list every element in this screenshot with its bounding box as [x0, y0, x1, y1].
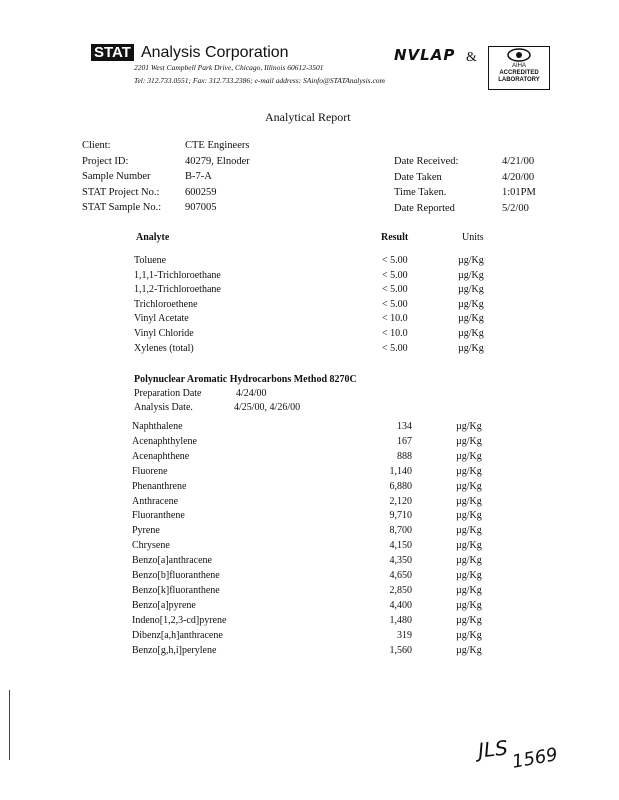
result-value: 4,650: [389, 570, 412, 581]
analyte-name: Naphthalene: [132, 421, 183, 432]
info-label: Client:: [82, 140, 111, 151]
result-value: 1,480: [389, 614, 412, 626]
units-value: µg/Kg: [456, 421, 482, 432]
info-value: CTE Engineers: [185, 140, 250, 151]
analyte-name: Vinyl Acetate: [134, 313, 189, 325]
result-value: < 10.0: [382, 313, 408, 325]
units-value: µg/Kg: [456, 525, 482, 537]
units-value: µg/Kg: [458, 255, 484, 266]
result-header: Result: [381, 232, 409, 243]
analyte-name: Benzo[b]fluoranthene: [132, 570, 220, 581]
analyte-name: 1,1,2-Trichloroethane: [134, 284, 221, 296]
letterhead: [91, 44, 289, 62]
result-value: 888: [397, 450, 412, 462]
analyte-name: Anthracene: [132, 495, 179, 507]
analyte-name: Benzo[a]anthracene: [132, 555, 212, 567]
units-value: µg/Kg: [456, 644, 482, 656]
stat-logo: STAT: [91, 44, 134, 61]
units-value: µg/Kg: [456, 614, 482, 626]
result-value: 4,150: [389, 540, 412, 552]
info-value: 40279, Elnoder: [185, 155, 250, 167]
result-value: 134: [397, 421, 412, 432]
result-value: < 5.00: [382, 255, 408, 266]
info-value: 5/2/00: [502, 202, 529, 214]
units-value: µg/Kg: [458, 342, 484, 354]
analyte-name: Indeno[1,2,3-cd]pyrene: [132, 614, 227, 626]
info-label: Sample Number: [82, 171, 151, 182]
result-value: 4,400: [389, 599, 412, 611]
info-label: Date Reported: [394, 202, 455, 214]
report-title: Analytical Report: [265, 110, 351, 124]
info-label: Date Taken: [394, 171, 442, 183]
units-value: µg/Kg: [456, 540, 482, 552]
result-value: 8,700: [389, 525, 412, 537]
scan-margin-line: [9, 690, 10, 760]
units-value: µg/Kg: [456, 480, 482, 492]
analyte-name: Toluene: [134, 255, 167, 266]
analyte-name: 1,1,1-Trichloroethane: [134, 269, 221, 281]
units-value: µg/Kg: [458, 298, 484, 310]
analyte-name: Dibenz[a,h]anthracene: [132, 629, 223, 641]
analyte-name: Benzo[k]fluoranthene: [132, 584, 220, 596]
units-value: µg/Kg: [456, 450, 482, 462]
handwritten-initials: JLS: [476, 735, 509, 763]
units-value: µg/Kg: [456, 629, 482, 641]
aiha-eye-icon: [489, 47, 549, 63]
analyte-header: Analyte: [136, 232, 170, 243]
company-address: 2201 West Campbell Park Drive, Chicago, Illinois 60612-3501: [134, 63, 324, 72]
info-label: Time Taken.: [394, 187, 447, 198]
preparation-date-label: Preparation Date: [134, 388, 202, 399]
result-value: < 5.00: [382, 284, 408, 296]
result-value: < 5.00: [382, 298, 408, 310]
result-value: 9,710: [389, 510, 412, 522]
analyte-name: Trichloroethene: [134, 298, 198, 310]
units-value: µg/Kg: [458, 313, 484, 325]
units-value: µg/Kg: [456, 555, 482, 567]
nvlap-logo: NVLAP: [394, 46, 456, 64]
info-value: 4/21/00: [502, 156, 535, 167]
units-value: µg/Kg: [456, 465, 482, 477]
info-label: Date Received:: [394, 156, 459, 167]
units-value: µg/Kg: [458, 269, 484, 281]
company-name: Analysis Corporation: [140, 44, 289, 61]
units-header: Units: [462, 232, 484, 243]
analyte-name: Pyrene: [132, 525, 160, 537]
analyte-name: Fluoranthene: [132, 510, 185, 522]
info-value: 907005: [185, 202, 217, 213]
info-label: STAT Sample No.:: [82, 202, 162, 213]
analyte-name: Acenaphthylene: [132, 435, 197, 447]
result-value: < 5.00: [382, 342, 408, 354]
result-value: 2,850: [389, 584, 412, 596]
company-contact: Tel: 312.733.0551; Fax: 312.733.2386; e-mail address: SAinfo@STATAnalysis.com: [134, 76, 385, 85]
analysis-date-label: Analysis Date.: [134, 402, 193, 413]
info-value: 600259: [185, 186, 217, 198]
result-value: 319: [397, 629, 412, 641]
units-value: µg/Kg: [456, 584, 482, 596]
info-value: 4/20/00: [502, 171, 535, 183]
units-value: µg/Kg: [458, 328, 484, 339]
analyte-name: Benzo[g,h,i]perylene: [132, 644, 217, 656]
analyte-name: Benzo[a]pyrene: [132, 599, 196, 611]
analyte-name: Vinyl Chloride: [134, 328, 194, 339]
ampersand: &: [466, 50, 477, 65]
laboratory-label: LABORATORY: [498, 77, 540, 83]
pah-section-heading: Polynuclear Aromatic Hydrocarbons Method 8270C: [134, 374, 357, 385]
analyte-name: Chrysene: [132, 540, 170, 552]
units-value: µg/Kg: [456, 599, 482, 611]
units-value: µg/Kg: [456, 435, 482, 447]
info-label: Project ID:: [82, 155, 129, 167]
result-value: 6,880: [389, 480, 412, 492]
result-value: < 5.00: [382, 269, 408, 281]
result-value: 1,140: [389, 465, 412, 477]
result-value: < 10.0: [382, 328, 408, 339]
units-value: µg/Kg: [456, 495, 482, 507]
aiha-accreditation-badge: [488, 46, 550, 90]
result-value: 167: [397, 435, 412, 447]
result-value: 4,350: [389, 555, 412, 567]
analyte-name: Xylenes (total): [134, 342, 194, 354]
info-label: STAT Project No.:: [82, 186, 160, 198]
info-value: 1:01PM: [502, 187, 536, 198]
analyte-name: Phenanthrene: [132, 480, 187, 492]
units-value: µg/Kg: [458, 284, 484, 296]
analyte-name: Acenaphthene: [132, 450, 190, 462]
aiha-label: AIHA: [511, 63, 526, 69]
result-value: 2,120: [389, 495, 412, 507]
info-value: B-7-A: [185, 171, 212, 182]
analyte-name: Fluorene: [132, 465, 168, 477]
analysis-date-value: 4/25/00, 4/26/00: [234, 402, 301, 413]
handwritten-page-number: 1569: [510, 744, 560, 773]
accredited-label: ACCREDITED: [499, 70, 539, 76]
units-value: µg/Kg: [456, 510, 482, 522]
units-value: µg/Kg: [456, 570, 482, 581]
preparation-date-value: 4/24/00: [236, 388, 267, 399]
result-value: 1,560: [389, 644, 412, 656]
